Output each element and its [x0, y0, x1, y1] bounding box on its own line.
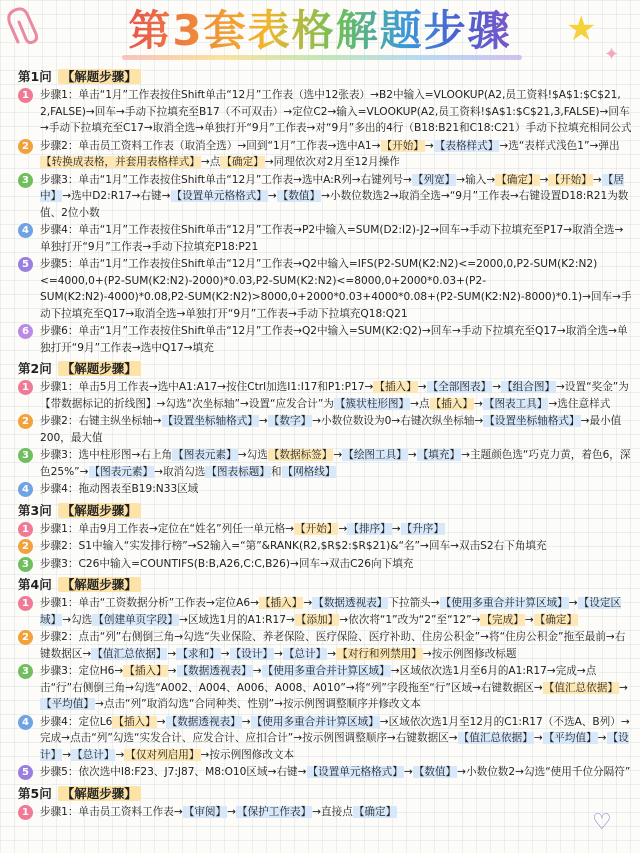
- question-label: 第3问: [18, 502, 52, 518]
- step-text: →: [338, 522, 348, 535]
- step-text: →: [267, 190, 277, 202]
- highlighted-menu-term: 【完成】: [481, 613, 524, 626]
- step-item: [18, 447, 632, 480]
- step-text: →勾选: [62, 613, 93, 626]
- step-text: →小数位数2→勾选“使用千位分隔符”: [457, 766, 631, 778]
- highlighted-menu-term: 【设置单元格格式】: [307, 766, 403, 778]
- step-text: →: [391, 522, 401, 535]
- step-text: →: [156, 715, 166, 728]
- step-text: 步骤3：定位H6→: [40, 665, 124, 677]
- highlighted-menu-term: 【确定】: [534, 613, 578, 626]
- step-text: →: [424, 139, 434, 152]
- highlighted-menu-term: 【设定区域】: [40, 597, 622, 626]
- step-text: →选住意样式: [548, 397, 611, 410]
- step-text: →点击“列”取消勾选“合同种类、性别”→按示例图调整顺序并修改文本: [94, 698, 421, 710]
- step-item: [18, 222, 632, 255]
- sparkle-icon: ✦: [604, 44, 620, 65]
- step-number-badge: 2: [18, 139, 33, 154]
- step-text: 步骤6：单击“1月”工作表按住Shift单击“12月”工作表→Q2中输入=SUM(K2:Q2)→回车→手动下拉填充至Q17→取消全选→单独打开“9月”工作表→选中Q17→填充: [40, 325, 628, 354]
- step-text: →: [333, 449, 343, 461]
- step-item: [18, 87, 632, 137]
- step-text: →主题颜色选“巧克力黄，着色6，深色25%”→: [40, 449, 631, 478]
- step-text: →取消勾选: [154, 465, 206, 478]
- step-number-badge: 6: [18, 324, 33, 339]
- step-text: →: [597, 732, 607, 744]
- step-number-badge: 1: [18, 522, 33, 537]
- step-number-badge: 2: [18, 539, 33, 554]
- question-label: 第5问: [18, 785, 52, 801]
- step-item: [18, 138, 632, 171]
- highlighted-menu-term: 【值汇总依据】: [543, 681, 618, 694]
- step-item: [18, 379, 632, 412]
- step-text: 步骤4：拖动图表至B19:N33区域: [40, 483, 199, 495]
- highlighted-menu-term: 【升序】: [401, 522, 444, 535]
- question-section: [18, 67, 632, 356]
- question-label: 第2问: [18, 361, 52, 376]
- highlighted-menu-term: 【簇状柱形图】: [334, 397, 410, 410]
- step-text: →输入→: [456, 173, 496, 186]
- question-section: [18, 501, 632, 573]
- highlighted-menu-term: 【使用多重合并计算区域】: [262, 665, 390, 677]
- highlighted-menu-term: 【居中】: [40, 173, 624, 202]
- highlighted-menu-term: 【图表标题】: [206, 465, 270, 478]
- highlighted-menu-term: 【值汇总依据】: [92, 647, 167, 660]
- step-item: [18, 595, 632, 628]
- solution-tag: 【解题步骤】: [58, 577, 141, 592]
- solution-tag: 【解题步骤】: [58, 786, 141, 801]
- highlighted-menu-term: 【开始】: [381, 139, 424, 152]
- step-text: 步骤1：单击5月工作表→选中A1:A17→按住Ctrl加选I1:I17和P1:P17→: [40, 381, 374, 393]
- step-text: 步骤1：单击“1月”工作表按住Shift单击“12月”工作表（选中12张表）→B2中输入=VLOOKUP(A2,员工资料!$A$1:$C$21, 2,FALSE)→回车→手动下拉填充至B17（不可双击）→定位C2→输入=VLOOKUP(A2,员工资料!$A$1:$C$21,3,FALSE)→回车→手动下拉填充至C17→取消全选→单独打开“9月”工作表→对“9月”多出的4行（B18:B21和C18:C21）手动下拉填充相同公式: [40, 89, 632, 134]
- step-text: →: [403, 766, 413, 778]
- highlighted-menu-term: 【插入】: [124, 665, 167, 677]
- highlighted-menu-term: 【设置坐标轴格式】: [162, 415, 258, 427]
- question-heading: [18, 359, 632, 378]
- highlighted-menu-term: 【求和】: [177, 647, 220, 660]
- step-number-badge: 2: [18, 630, 33, 645]
- question-heading: [18, 67, 632, 86]
- step-text: 步骤5：单击“1月”工作表按住Shift单击“12月”工作表→Q2中输入=IFS(P2-SUM(K2:N2)<=2000,0,P2-SUM(K2:N2)<=4000,0+(P2-SUM(K2:N2)-2000)*0.03,P2-SUM(K2:N2)<=8000,0+2000*0.03+(P2-SUM(K2:N2)-4000)*0.08,P2-SUM(K2:N2)>8000,0+2000*0.03+4000*0.08+(P2-SUM(K2:N2)-8000)*0.1)→回车→手动下拉填充至Q17→取消全选→单独打开“9月”工作表→手动下拉填充Q18:Q21: [40, 258, 632, 320]
- step-text: →依次将“1”改为“2”至“12”→: [339, 613, 481, 626]
- step-text: →按示例图修改文本: [200, 748, 295, 761]
- step-number-badge: 3: [18, 664, 33, 679]
- highlighted-menu-term: 【插入】: [430, 397, 473, 410]
- step-text: →点: [200, 156, 221, 168]
- step-text: →: [417, 381, 427, 393]
- step-text: →按示例图修改标题: [422, 647, 517, 660]
- highlighted-menu-term: 【设置坐标轴格式】: [484, 415, 580, 427]
- step-number-badge: 1: [18, 805, 33, 820]
- step-text: →: [539, 173, 549, 186]
- page-title: 第3套表格解题步骤: [128, 2, 511, 60]
- question-section: [18, 575, 632, 781]
- step-text: →点: [410, 397, 430, 410]
- title-underline: [122, 55, 522, 60]
- step-item: [18, 521, 632, 538]
- step-item: [18, 538, 632, 555]
- step-number-badge: 3: [18, 173, 33, 188]
- highlighted-menu-term: 【列宽】: [412, 173, 456, 186]
- step-item: [18, 323, 632, 356]
- highlighted-menu-term: 【使用多重合并计算区域】: [251, 715, 379, 728]
- highlighted-menu-term: 【开始】: [295, 522, 338, 535]
- highlighted-menu-term: 【填充】: [417, 449, 461, 461]
- highlighted-menu-term: 【数据标签】: [268, 449, 333, 461]
- step-text: →小数位数选2→取消全选→“9月”工作表→右键设置D18:R21为数值、2位小数: [40, 190, 629, 219]
- step-text: 步骤2：S1中输入“实发排行榜”→S2输入=“第”&RANK(R2,$R$2:$R$21)&“名”→回车→双击S2右下角填充: [40, 540, 547, 552]
- step-item: [18, 804, 632, 821]
- step-text: →: [273, 647, 283, 660]
- highlighted-menu-term: 【使用多重合并计算区域】: [440, 597, 568, 609]
- question-heading: [18, 784, 632, 803]
- highlighted-menu-term: 【添加】: [295, 613, 339, 626]
- highlighted-menu-term: 【确定】: [496, 173, 539, 186]
- step-text: 步骤2：右键主纵坐标轴→: [40, 415, 162, 427]
- step-text: →: [533, 732, 543, 744]
- step-text: →区域选1月的A1:R17→: [179, 613, 295, 626]
- highlighted-menu-term: 【绘图工具】: [343, 449, 407, 461]
- highlighted-menu-term: 【数字】: [268, 415, 312, 427]
- step-item: [18, 172, 632, 222]
- step-text: 下拉箭头→: [388, 597, 440, 609]
- step-text: 步骤4：定位L6: [40, 715, 113, 728]
- highlighted-menu-term: 【图表元素】: [173, 449, 237, 461]
- highlighted-menu-term: 【转换成表格，并套用表格样式】: [41, 156, 200, 168]
- step-text: 步骤3：单击“1月”工作表按住Shift单击“12月”工作表→选中A:R列→右键列号→: [40, 173, 412, 186]
- step-text: 步骤5：依次选中I8:F23、J7:J87、M8:O10区域→右键→: [40, 766, 307, 778]
- step-text: →区域依次选1月至12月的C1:R17（不选A、B列）→完成→点击“列”勾选“实发合计、应发合计、应扣合计”→按示例图调整顺序→右键数据区→: [40, 715, 630, 744]
- step-text: →: [568, 597, 578, 609]
- step-item: [18, 663, 632, 713]
- question-heading: [18, 575, 632, 594]
- step-text: →: [327, 647, 337, 660]
- highlighted-menu-term: 【排序】: [348, 522, 391, 535]
- step-text: 步骤4：单击“1月”工作表按住Shift单击“12月”工作表→P2中输入=SUM(D2:I2)-J2→回车→手动下拉填充至P17→取消全选→单独打开“9月”工作表→手动下拉填充P18:P21: [40, 224, 624, 253]
- step-text: →: [258, 415, 268, 427]
- step-text: →直接点: [312, 805, 353, 818]
- step-number-badge: 1: [18, 380, 33, 395]
- star-icon: ★: [566, 9, 597, 49]
- step-text: →区域依次选1月至6月的A1:R17→完成→点击“行”右侧倒三角→勾选“A002、A004、A006、A008、A010”→将“列”字段拖至“行”区域→右键数据区→: [40, 665, 597, 694]
- step-text: →: [618, 681, 628, 694]
- step-text: →: [407, 449, 417, 461]
- step-text: →选“表样式浅色1”→弹出: [499, 139, 620, 152]
- step-text: →: [167, 665, 177, 677]
- highlighted-menu-term: 【网格线】: [282, 465, 336, 478]
- step-text: 和: [270, 465, 282, 478]
- step-text: →勾选: [237, 449, 268, 461]
- step-item: [18, 714, 632, 764]
- highlighted-menu-term: 【插入】: [259, 597, 303, 609]
- step-text: →: [62, 748, 72, 761]
- highlighted-menu-term: 【数据透视表】: [177, 665, 252, 677]
- step-text: 步骤2：点击“列”右侧倒三角→勾选“失业保险、养老保险、医疗保险、医疗补助、住房公积金”→将“住房公积金”拖至最前→右键数据区→: [40, 631, 626, 660]
- step-text: →设置“奖金”为【带数据标记的折线图】→勾选“次坐标轴”→设置“应发合计”为: [40, 381, 629, 410]
- step-text: →: [473, 397, 483, 410]
- step-item: [18, 629, 632, 662]
- step-text: →: [220, 647, 230, 660]
- question-label: 第4问: [18, 577, 52, 592]
- step-text: →: [241, 715, 251, 728]
- step-text: 步骤3：选中柱形图→右上角: [40, 449, 173, 461]
- highlighted-menu-term: 【图表元素】: [89, 465, 154, 478]
- step-number-badge: 2: [18, 414, 33, 429]
- highlighted-menu-term: 【插入】: [113, 715, 156, 728]
- highlighted-menu-term: 【设计】: [230, 647, 273, 660]
- steps-document: [18, 64, 632, 820]
- highlighted-menu-term: 【设置单元格格式】: [171, 190, 267, 202]
- step-text: 步骤1：单击员工资料工作表→: [40, 805, 183, 818]
- step-text: →: [115, 748, 125, 761]
- highlighted-menu-term: 【平均值】: [41, 698, 94, 710]
- highlighted-menu-term: 【仅对列启用】: [125, 748, 200, 761]
- step-text: →: [524, 613, 534, 626]
- step-number-badge: 5: [18, 765, 33, 780]
- highlighted-menu-term: 【确定】: [353, 805, 397, 818]
- highlighted-menu-term: 【全部图表】: [427, 381, 492, 393]
- step-item: [18, 556, 632, 573]
- highlighted-menu-term: 【总计】: [283, 647, 327, 660]
- highlighted-menu-term: 【数据透视表】: [166, 715, 241, 728]
- highlighted-menu-term: 【数据透视表】: [313, 597, 388, 609]
- highlighted-menu-term: 【组合图】: [502, 381, 556, 393]
- highlighted-menu-term: 【总计】: [72, 748, 115, 761]
- step-number-badge: 1: [18, 596, 33, 611]
- question-section: [18, 784, 632, 821]
- highlighted-menu-term: 【审阅】: [183, 805, 227, 818]
- highlighted-menu-term: 【创建单页字段】: [93, 613, 179, 626]
- highlighted-menu-term: 【表格样式】: [434, 139, 499, 152]
- solution-tag: 【解题步骤】: [58, 503, 141, 518]
- step-number-badge: 5: [18, 257, 33, 272]
- step-text: 步骤1：单击“工资数据分析”工作表→定位A6→: [40, 597, 259, 609]
- heart-icon: ♡: [592, 810, 612, 835]
- highlighted-menu-term: 【保护工作表】: [237, 805, 312, 818]
- highlighted-menu-term: 【对行和列禁用】: [337, 647, 422, 660]
- step-number-badge: 1: [18, 88, 33, 103]
- step-item: [18, 481, 632, 498]
- step-number-badge: 4: [18, 715, 33, 730]
- step-text: →同理依次对2月至12月操作: [264, 156, 400, 168]
- solution-tag: 【解题步骤】: [58, 361, 141, 376]
- question-heading: [18, 501, 632, 520]
- highlighted-menu-term: 【设计】: [40, 732, 629, 761]
- highlighted-menu-term: 【开始】: [549, 173, 592, 186]
- step-number-badge: 3: [18, 557, 33, 572]
- highlighted-menu-term: 【值汇总依据】: [458, 732, 533, 744]
- highlighted-menu-term: 【数值】: [277, 190, 321, 202]
- step-number-badge: 4: [18, 223, 33, 238]
- step-item: [18, 413, 632, 446]
- step-text: →最小值200，最大值: [40, 415, 622, 444]
- highlighted-menu-term: 【确定】: [221, 156, 264, 168]
- step-text: →: [303, 597, 313, 609]
- step-text: →: [492, 381, 502, 393]
- step-text: →小数位数设为0→右键次纵坐标轴→: [312, 415, 484, 427]
- step-text: →: [167, 647, 177, 660]
- highlighted-menu-term: 【平均值】: [543, 732, 597, 744]
- step-text: →: [227, 805, 237, 818]
- step-number-badge: 4: [18, 482, 33, 497]
- question-section: [18, 359, 632, 498]
- step-text: 步骤2：单击员工资料工作表（取消全选）→回到“1月”工作表→选中A1→: [40, 139, 381, 152]
- highlighted-menu-term: 【图表工具】: [483, 397, 548, 410]
- step-text: 步骤3：C26中输入=COUNTIFS(B:B,A26,C:C,B26)→回车→双击C26向下填充: [40, 557, 414, 570]
- step-item: [18, 764, 632, 781]
- solution-tag: 【解题步骤】: [58, 69, 141, 84]
- step-text: →: [252, 665, 262, 677]
- step-text: →选中D2:R17→右键→: [62, 190, 171, 202]
- question-label: 第1问: [18, 69, 52, 84]
- step-item: [18, 256, 632, 322]
- highlighted-menu-term: 【插入】: [374, 381, 417, 393]
- step-text: →: [592, 173, 602, 186]
- step-text: 步骤1：单击9月工作表→定位在“姓名”列任一单元格→: [40, 522, 295, 535]
- highlighted-menu-term: 【数值】: [413, 766, 457, 778]
- step-number-badge: 3: [18, 448, 33, 463]
